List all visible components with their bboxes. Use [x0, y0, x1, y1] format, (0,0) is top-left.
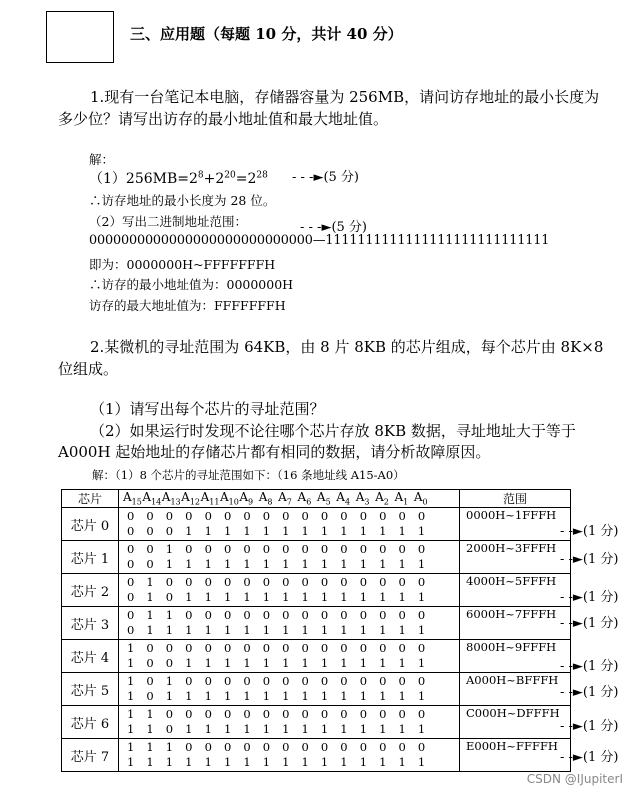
question-1-line1: 1.现有一台笔记本电脑，存储器容量为 256MB，请问访存地址的最小长度为 [90, 88, 600, 106]
chip-name: 芯片 1 [62, 541, 119, 574]
chip-bits [119, 640, 460, 673]
bit-row-end: 0 1 1 1 1 1 1 1 1 1 1 1 1 1 1 1 [127, 623, 426, 637]
chip-bits [119, 673, 460, 706]
header-range: 范围 [460, 490, 571, 508]
table-row [62, 541, 571, 574]
chip-range: 0000H~1FFFH [460, 508, 571, 541]
min-address: ∴访存的最小地址值为：0000000H [89, 277, 294, 292]
bit-row-end: 1 1 1 1 1 1 1 1 1 1 1 1 1 1 1 1 [127, 755, 426, 769]
chip-range: 8000H~9FFFH [460, 640, 571, 673]
chip-range: 6000H~7FFFH [460, 607, 571, 640]
question-2-line1: 2.某微机的寻址范围为 64KB，由 8 片 8KB 的芯片组成，每个芯片由 8K×8 [90, 338, 604, 356]
chip-name: 芯片 0 [62, 508, 119, 541]
score-note: - -►(1 分) [560, 552, 619, 567]
bit-row-start: 0 1 1 0 0 0 0 0 0 0 0 0 0 0 0 0 [127, 608, 426, 622]
binary-range: 0000000000000000000000000000—1111111111111111111111111111 [89, 233, 550, 248]
table-row [62, 508, 571, 541]
answer-label: 解： [89, 152, 115, 167]
score-note: - -►(1 分) [560, 719, 619, 734]
address-line-label: $A_{15}$ [123, 490, 142, 507]
score-note: - -►(1 分) [560, 590, 619, 605]
watermark: CSDN @IJupiterI [526, 772, 623, 786]
chip-name: 芯片 4 [62, 640, 119, 673]
chip-bits [119, 706, 460, 739]
score-note: - -►(1 分) [560, 685, 619, 700]
bit-row-start: 1 1 1 0 0 0 0 0 0 0 0 0 0 0 0 0 [127, 740, 426, 754]
chip-name: 芯片 2 [62, 574, 119, 607]
question-2-sub2-line1: （2）如果运行时发现不论往哪个芯片存放 8KB 数据，寻址地址大于等于 [90, 422, 576, 440]
hex-range: 即为：0000000H~FFFFFFFH [89, 257, 276, 272]
address-line-label: $A_{12}$ [181, 490, 201, 507]
answer-step2: （2）写出二进制地址范围： [89, 214, 247, 229]
answer-2-label: 解：（1）8 个芯片的寻址范围如下：（16 条地址线 A15-A0） [92, 468, 405, 482]
score-box [46, 11, 114, 63]
bit-row-end: 0 0 0 1 1 1 1 1 1 1 1 1 1 1 1 1 [127, 524, 426, 538]
chip-address-table [61, 489, 571, 772]
table-row [62, 706, 571, 739]
address-line-label: $A_9$ [239, 490, 254, 507]
bit-row-end: 0 0 1 1 1 1 1 1 1 1 1 1 1 1 1 1 [127, 557, 426, 571]
address-line-label: $A_6$ [297, 490, 312, 507]
address-line-label: $A_{14}$ [142, 490, 162, 507]
address-line-label: $A_1$ [394, 490, 409, 507]
answer-step1: $(1)256MB=2^8+2^{20}=2^{28}$ [89, 170, 268, 187]
question-2-sub1: （1）请写出每个芯片的寻址范围？ [90, 400, 325, 418]
table-row [62, 574, 571, 607]
bit-row-end: 1 0 0 1 1 1 1 1 1 1 1 1 1 1 1 1 [127, 656, 426, 670]
chip-range: E000H~FFFFH [460, 739, 571, 772]
table-row [62, 607, 571, 640]
section-title: 三、应用题（每题 10 分，共计 40 分） [130, 25, 403, 43]
bit-row-start: 1 0 1 0 0 0 0 0 0 0 0 0 0 0 0 0 [127, 674, 426, 688]
table-header-row [62, 490, 571, 508]
chip-bits [119, 508, 460, 541]
header-address-lines [119, 490, 460, 508]
chip-bits [119, 541, 460, 574]
header-chip: 芯片 [62, 490, 119, 508]
bit-row-start: 1 1 0 0 0 0 0 0 0 0 0 0 0 0 0 0 [127, 707, 426, 721]
chip-name: 芯片 7 [62, 739, 119, 772]
address-line-label: $A_7$ [278, 490, 292, 507]
chip-range: 2000H~3FFFH [460, 541, 571, 574]
chip-name: 芯片 5 [62, 673, 119, 706]
score-note: - -►(1 分) [560, 524, 619, 539]
address-line-label: $A_3$ [355, 490, 370, 507]
chip-name: 芯片 6 [62, 706, 119, 739]
question-1-line2: 多少位？请写出访存的最小地址值和最大地址值。 [58, 110, 389, 128]
bit-row-end: 1 1 0 1 1 1 1 1 1 1 1 1 1 1 1 1 [127, 722, 426, 736]
score-note: - -►(1 分) [560, 659, 619, 674]
table-row [62, 673, 571, 706]
bit-row-start: 0 1 0 0 0 0 0 0 0 0 0 0 0 0 0 0 [127, 575, 426, 589]
question-2-sub2-line2: A000H 起始地址的存储芯片都有相同的数据，请分析故障原因。 [58, 443, 491, 461]
chip-range: A000H~BFFFH [460, 673, 571, 706]
chip-range: 4000H~5FFFH [460, 574, 571, 607]
address-line-label: $A_5$ [316, 490, 331, 507]
address-line-label: $A_0$ [413, 490, 428, 507]
bit-row-start: 0 0 1 0 0 0 0 0 0 0 0 0 0 0 0 0 [127, 542, 426, 556]
chip-range: C000H~DFFFH [460, 706, 571, 739]
bit-row-end: 1 0 1 1 1 1 1 1 1 1 1 1 1 1 1 1 [127, 689, 426, 703]
address-line-label: $A_{10}$ [219, 490, 239, 507]
score-note-step2: - - -►(5 分) [300, 220, 367, 235]
address-line-label: $A_8$ [258, 490, 273, 507]
chip-bits [119, 607, 460, 640]
table-row [62, 640, 571, 673]
bit-row-start: 1 0 0 0 0 0 0 0 0 0 0 0 0 0 0 0 [127, 641, 426, 655]
score-note: - -►(1 分) [560, 616, 619, 631]
chip-name: 芯片 3 [62, 607, 119, 640]
chip-bits [119, 739, 460, 772]
max-address: 访存的最大地址值为：FFFFFFFH [89, 298, 286, 313]
score-note: - -►(1 分) [560, 750, 619, 765]
address-line-label: $A_2$ [375, 490, 389, 507]
score-note-step1: - - -►(5 分) [292, 170, 359, 185]
question-2-line2: 位组成。 [58, 360, 119, 378]
address-line-label: $A_4$ [336, 490, 351, 507]
bit-row-end: 0 1 0 1 1 1 1 1 1 1 1 1 1 1 1 1 [127, 590, 426, 604]
address-line-label: $A_{13}$ [161, 490, 181, 507]
bit-row-start: 0 0 0 0 0 0 0 0 0 0 0 0 0 0 0 0 [127, 509, 426, 523]
answer-conclusion-1: ∴访存地址的最小长度为 28 位。 [89, 193, 276, 208]
address-line-label: $A_{11}$ [200, 490, 220, 507]
table-row [62, 739, 571, 772]
chip-bits [119, 574, 460, 607]
